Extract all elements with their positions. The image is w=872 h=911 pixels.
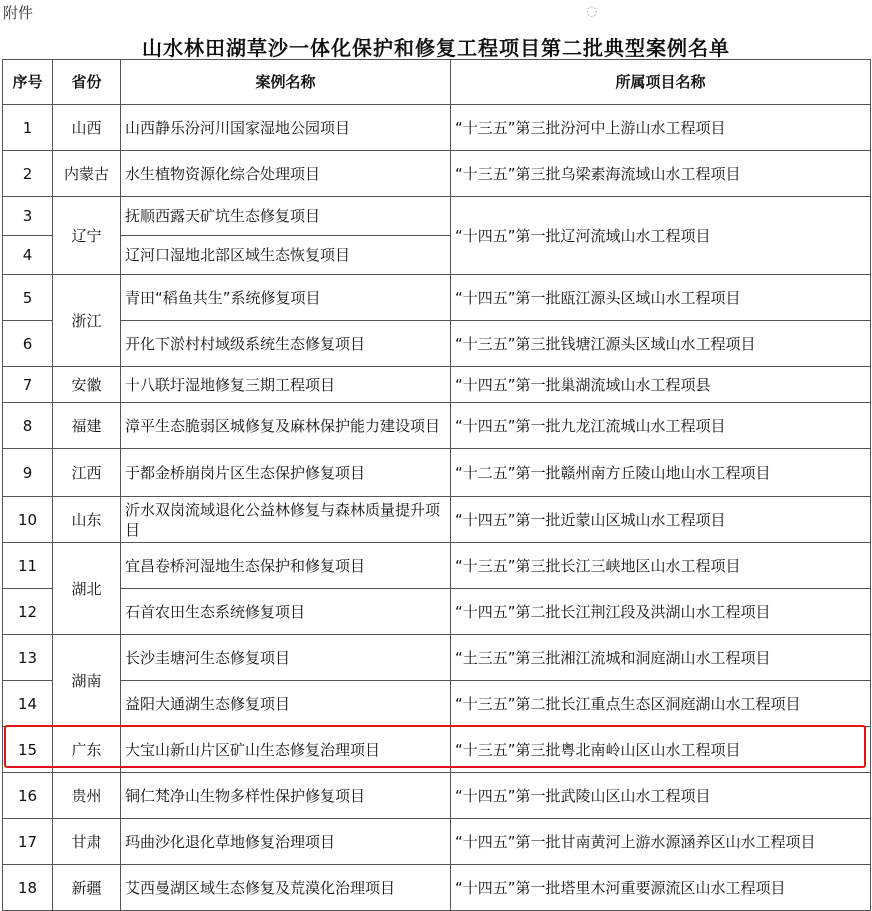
row-num: 3 — [3, 197, 53, 236]
row-province: 福建 — [53, 403, 121, 449]
table-row — [3, 497, 871, 543]
row-project: “十三五”第三批长江三峡地区山水工程项目 — [451, 543, 871, 589]
row-province: 辽宁 — [53, 197, 121, 275]
row-num: 17 — [3, 819, 53, 865]
row-case: 十八联圩湿地修复三期工程项目 — [121, 367, 451, 403]
table-row — [3, 275, 871, 321]
row-case: 抚顺西露天矿坑生态修复项目 — [121, 197, 451, 236]
row-project: “十四五”第一批辽河流域山水工程项目 — [451, 197, 871, 275]
row-project: “十四五”第一批九龙江流城山水工程项目 — [451, 403, 871, 449]
row-province: 甘肃 — [53, 819, 121, 865]
row-project: “土三五”第三批湘江流城和洞庭湖山水工程项目 — [451, 635, 871, 681]
row-case: 沂水双岗流域退化公益林修复与森林质量提升项目 — [121, 497, 451, 543]
row-project: “十四五”第一批瓯江源头区域山水工程项目 — [451, 275, 871, 321]
row-num: 11 — [3, 543, 53, 589]
row-case: 石首农田生态系统修复项目 — [121, 589, 451, 635]
table-row — [3, 105, 871, 151]
row-case: 开化下淤村村域级系统生态修复项目 — [121, 321, 451, 367]
row-province: 安徽 — [53, 367, 121, 403]
row-num: 10 — [3, 497, 53, 543]
row-case: 艾西曼湖区域生态修复及荒漠化治理项目 — [121, 865, 451, 911]
row-project: “十四五”第一批塔里木河重要源流区山水工程项目 — [451, 865, 871, 911]
row-case: 漳平生态脆弱区城修复及麻林保护能力建设项目 — [121, 403, 451, 449]
table-row — [3, 819, 871, 865]
row-case: 辽河口湿地北部区域生态恢复项目 — [121, 236, 451, 275]
row-province: 浙江 — [53, 275, 121, 367]
row-num: 4 — [3, 236, 53, 275]
row-province: 山东 — [53, 497, 121, 543]
row-case: 于都金桥崩岗片区生态保护修复项目 — [121, 449, 451, 497]
row-num: 18 — [3, 865, 53, 911]
row-project: “十四五”第一批甘南黄河上游水源涵养区山水工程项目 — [451, 819, 871, 865]
table-row — [3, 403, 871, 449]
row-province: 内蒙古 — [53, 151, 121, 197]
row-project: “十二五”第一批赣州南方丘陵山地山水工程项目 — [451, 449, 871, 497]
row-project: “十四五”第一批近蒙山区城山水工程项目 — [451, 497, 871, 543]
row-province: 山西 — [53, 105, 121, 151]
table-row — [3, 681, 871, 727]
table-row — [3, 321, 871, 367]
table-row — [3, 197, 871, 236]
row-province: 江西 — [53, 449, 121, 497]
row-num: 2 — [3, 151, 53, 197]
attachment-label: 附件 — [3, 4, 34, 22]
table-row — [3, 151, 871, 197]
table-row — [3, 865, 871, 911]
row-num: 12 — [3, 589, 53, 635]
row-num: 9 — [3, 449, 53, 497]
row-case: 益阳大通湖生态修复项目 — [121, 681, 451, 727]
row-num: 6 — [3, 321, 53, 367]
row-num: 13 — [3, 635, 53, 681]
row-project: “十四五”第一批武陵山区山水工程项目 — [451, 773, 871, 819]
row-case: 玛曲沙化退化草地修复治理项目 — [121, 819, 451, 865]
row-project: “十三五”第三批粤北南岭山区山水工程项目 — [451, 727, 871, 773]
row-case: 山西静乐汾河川国家湿地公园项目 — [121, 105, 451, 151]
page-title: 山水林田湖草沙一体化保护和修复工程项目第二批典型案例名单 — [142, 36, 730, 60]
row-num: 5 — [3, 275, 53, 321]
row-province: 新疆 — [53, 865, 121, 911]
row-num: 15 — [3, 727, 53, 773]
highlight-box — [4, 725, 866, 768]
row-project: “十三五”第三批钱塘江源头区域山水工程项目 — [451, 321, 871, 367]
header-project: 所属项目名称 — [451, 60, 871, 105]
row-project: “十四五”第二批长江荆江段及洪湖山水工程项目 — [451, 589, 871, 635]
cursor-icon: ◌ — [586, 4, 598, 19]
row-num: 1 — [3, 105, 53, 151]
row-case: 长沙圭塘河生态修复项目 — [121, 635, 451, 681]
table-row — [3, 589, 871, 635]
row-case: 宜昌卷桥河湿地生态保护和修复项目 — [121, 543, 451, 589]
row-province: 湖北 — [53, 543, 121, 635]
table-row — [3, 543, 871, 589]
row-case: 水生植物资源化综合处理项目 — [121, 151, 451, 197]
row-case: 大宝山新山片区矿山生态修复治理项目 — [121, 727, 451, 773]
row-province: 广东 — [53, 727, 121, 773]
row-num: 8 — [3, 403, 53, 449]
row-num: 7 — [3, 367, 53, 403]
table-row — [3, 449, 871, 497]
row-project: “十四五”第一批巢湖流域山水工程项县 — [451, 367, 871, 403]
row-case: 青田“稻鱼共生”系统修复项目 — [121, 275, 451, 321]
header-province: 省份 — [53, 60, 121, 105]
row-project: “十三五”第二批长江重点生态区洞庭湖山水工程项目 — [451, 681, 871, 727]
table-row — [3, 635, 871, 681]
table-row — [3, 367, 871, 403]
header-case: 案例名称 — [121, 60, 451, 105]
table-header-row — [3, 60, 871, 105]
row-num: 14 — [3, 681, 53, 727]
row-project: “十三五”第三批乌梁素海流域山水工程项目 — [451, 151, 871, 197]
row-province: 湖南 — [53, 635, 121, 727]
row-province: 贵州 — [53, 773, 121, 819]
case-table — [2, 59, 871, 911]
row-num: 16 — [3, 773, 53, 819]
row-project: “十三五”第三批汾河中上游山水工程项目 — [451, 105, 871, 151]
header-num: 序号 — [3, 60, 53, 105]
table-row — [3, 773, 871, 819]
row-case: 铜仁梵净山生物多样性保护修复项目 — [121, 773, 451, 819]
